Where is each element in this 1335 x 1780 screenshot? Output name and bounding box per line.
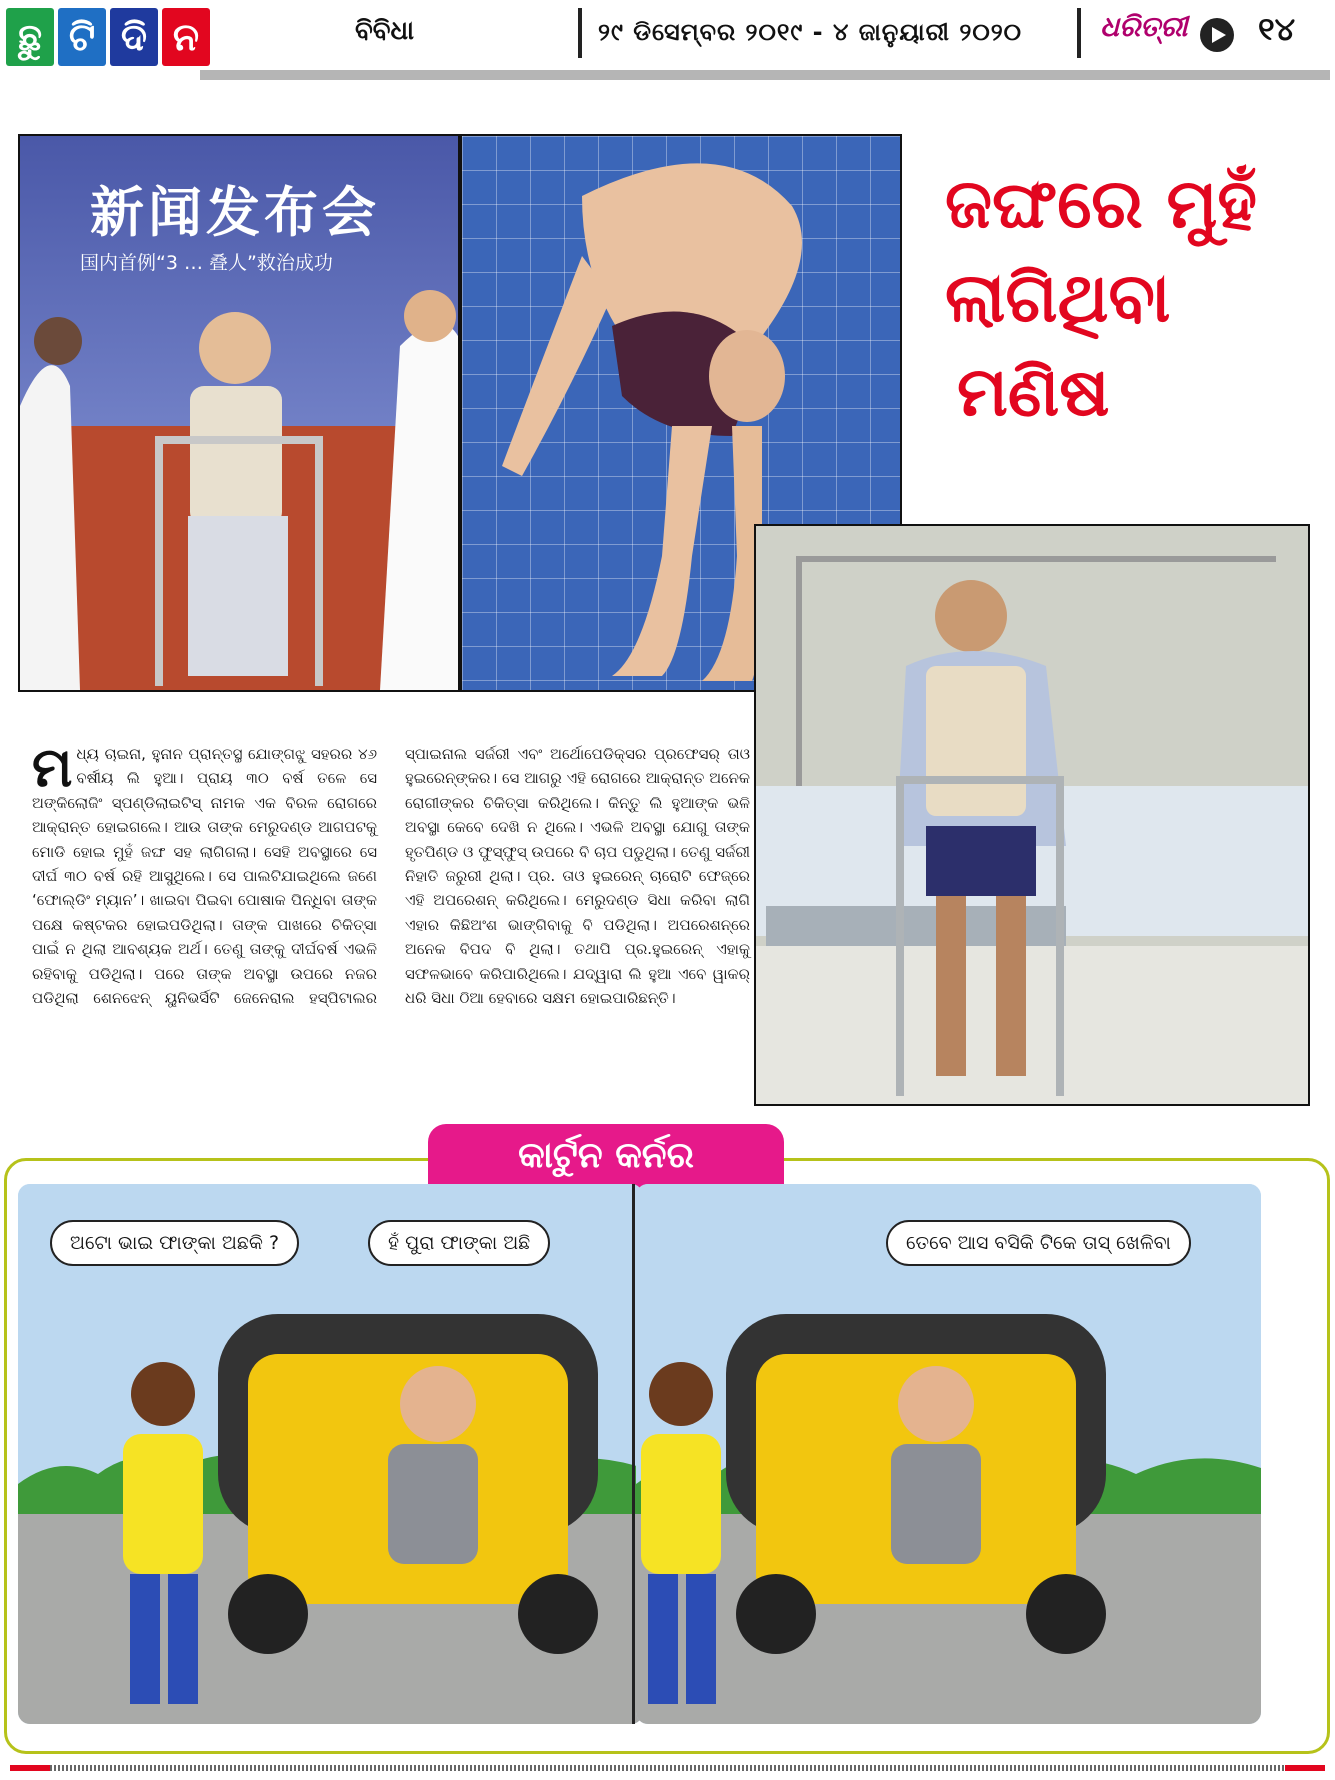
speech-bubble: ହଁ ପୁରା ଫାଙ୍କା ଅଛି — [368, 1220, 550, 1266]
page-number: ୧୪ — [1258, 10, 1296, 48]
drop-cap: ମ — [32, 736, 73, 799]
brand-letter: ଛୁ — [6, 8, 54, 66]
recovered-man-photo — [754, 524, 1310, 1106]
headline-line: ଲାଗିଥିବା — [945, 259, 1171, 338]
banner-subtext: 国内首例“3 … 叠人”救治成功 — [80, 252, 333, 274]
header-divider — [578, 8, 582, 58]
hospital-scene — [756, 526, 1308, 1104]
headline-line: ମଣିଷ — [957, 353, 1110, 432]
press-figures — [20, 136, 458, 690]
speech-bubble: ତେବେ ଆସ ବସିକି ଟିକେ ତାସ୍ ଖେଳିବା — [886, 1220, 1191, 1266]
article-body — [32, 736, 750, 1010]
cartoon-panel-1 — [18, 1184, 643, 1724]
play-icon — [1200, 18, 1234, 52]
brand-letter: ଦି — [110, 8, 158, 66]
article-text: ଧ୍ୟ ଚାଇନା, ହୁନାନ ପ୍ରାନ୍ତସ୍ଥ ଯୋଙ୍ଗଝୁ ସହରର ୪୬ ବର୍ଷୀୟ ଲି ହୁଆ। ପ୍ରାୟ ୩୦ ବର୍ଷ ତଳେ ସେ ଅଙ୍କିଲୋଜିଂ ସ୍ପଣ୍ଡିଲାଇଟିସ୍ ନାମକ ଏକ ବିରଳ ରୋଗରେ ଆକ୍ରାନ୍ତ ହୋଇଗଲେ। ଆଉ ତାଙ୍କ ମେରୁଦଣ୍ଡ ଆଗପଟକୁ ମୋଡି ହୋଇ ମୁହଁ ଜଙ୍ଘ ସହ ଲାଗିଗଲା। ସେହି ଅବସ୍ଥାରେ ସେ ଦୀର୍ଘ ୩୦ ବର୍ଷ ରହି ଆସୁଥିଲେ। ସେ ପାଲଟିଯାଇଥିଲେ ଜଣେ ‘ଫୋଲ୍ଡିଂ ମ୍ୟାନ’। ଖାଇବା ପିଇବା ପୋଷାକ ପିନ୍ଧିବା ତାଙ୍କ ପକ୍ଷେ କଷ୍ଟକର ହୋଇପଡିଥିଲା। ତାଙ୍କ ପାଖରେ ଚିକିତ୍ସା ପାଇଁ ନ ଥିଲା ଆବଶ୍ୟକ ଅର୍ଥ। ତେଣୁ ତାଙ୍କୁ ଦୀର୍ଘବର୍ଷ ଏଭଳି ରହିବାକୁ ପଡିଥିଲା। ପରେ ତାଙ୍କ ଅବସ୍ଥା ଉପରେ ନଜର ପଡିଥିଲା ଶେନଝେନ୍ ୟୁନିଭର୍ସିଟି ଜେନେରାଲ ହସ୍ପିଟାଲର ସ୍ପାଇନାଲ ସର୍ଜରୀ ଏବଂ ଅର୍ଥୋପେଡିକ୍ସର ପ୍ରଫେସର୍ ତାଓ ହୁଇରେନ୍‌ଙ୍କର। ସେ ଆଗରୁ ଏହି ରୋଗରେ ଆକ୍ରାନ୍ତ ଅନେକ ରୋଗୀଙ୍କର ଚିକିତ୍ସା କରିଥିଲେ। କିନ୍ତୁ ଲି ହୁଆଙ୍କ ଭଳି ଅବସ୍ଥା କେବେ ଦେଖି ନ ଥିଲେ। ଏଭଳି ଅବସ୍ଥା ଯୋଗୁ ତାଙ୍କ ହୃତପିଣ୍ଡ ଓ ଫୁସ୍‌ଫୁସ୍ ଉପରେ ବି ଚାପ ପଡୁଥିଲା। ତେଣୁ ସର୍ଜରୀ ନିହାତି ଜରୁରୀ ଥିଲା। ପ୍ର. ତାଓ ହୁଇରେନ୍ ଚାରୋଟି ଫେଜ୍‌ରେ ଏହି ଅପରେଶନ୍ କରିଥିଲେ। ମେରୁଦଣ୍ଡ ସିଧା କରିବା ଲାଗି ଏହାର କିଛିଅଂଶ ଭାଙ୍ଗିବାକୁ ବି ପଡିଥିଲା। ଅପରେଶନ୍‌ରେ ଅନେକ ବିପଦ ବି ଥିଲା। ତଥାପି ପ୍ର.ହୁଇରେନ୍ ଏହାକୁ ସଫଳଭାବେ କରିପାରିଥିଲେ। ଯଦ୍ୱାରା ଲି ହୁଆ ଏବେ ୱାକର୍ ଧରି ସିଧା ଠିଆ ହେବାରେ ସକ୍ଷମ ହୋଇପାରିଛନ୍ତି। — [32, 745, 750, 1008]
press-conference-photo — [18, 134, 460, 692]
cartoon-panel-2 — [636, 1184, 1261, 1724]
header-divider — [1077, 8, 1081, 58]
banner-text: 新闻发布会 — [90, 181, 380, 244]
section-name: ବିବିଧା — [355, 16, 414, 46]
headline — [945, 158, 1325, 440]
bottom-accent — [10, 1765, 50, 1771]
paper-logo: ଧରିତ୍ରୀ — [1100, 10, 1188, 43]
cartoon-title: କାର୍ଟୁନ କର୍ନର — [428, 1124, 784, 1188]
panel-divider — [632, 1184, 635, 1724]
bottom-accent — [1285, 1765, 1325, 1771]
brand-letter: ଟି — [58, 8, 106, 66]
speech-bubble: ଅଟୋ ଭାଇ ଫାଙ୍କା ଅଛକି ? — [50, 1220, 299, 1266]
brand-logo — [6, 8, 210, 66]
bottom-rule — [10, 1765, 1325, 1771]
header-rule — [200, 70, 1330, 80]
issue-date: ୨୯ ଡିସେମ୍ବର ୨୦୧୯ - ୪ ଜାନୁୟାରୀ ୨୦୨୦ — [598, 18, 1023, 46]
brand-letter: ନ — [162, 8, 210, 66]
headline-line: ଜଙ୍ଘରେ ମୁହଁ — [945, 165, 1257, 244]
